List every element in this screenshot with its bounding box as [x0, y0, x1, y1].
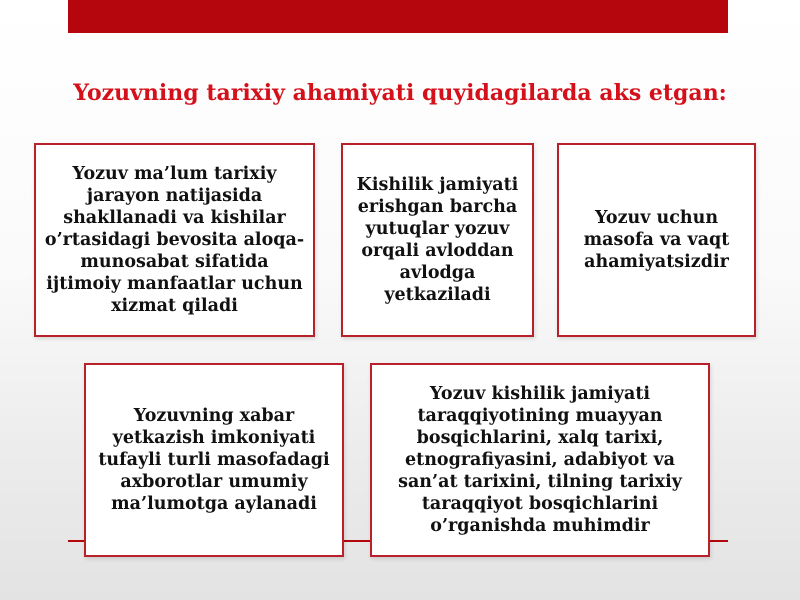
content-box-5-text: Yozuv kishilik jamiyati taraqqiyotining muayyan bosqichlarini, xalq tarixi, etnografiyasini, adabiyot va san’at tarixini, tilning tarixiy taraqqiyot bosqichlarini o’rganishda muhimdir [398, 384, 682, 536]
content-box-2 [341, 143, 534, 337]
content-box-3-text: Yozuv uchun masofa va vaqt ahamiyatsizdir [583, 208, 730, 272]
content-box-1-text: Yozuv ma’lum tarixiy jarayon natijasida shakllanadi va kishilar o’rtasidagi bevosita aloqa-munosabat sifatida ijtimoiy manfaatlar uchun xizmat qiladi [44, 164, 305, 316]
content-box-4 [84, 363, 344, 557]
content-box-4-text: Yozuvning xabar yetkazish imkoniyati tufayli turli masofadagi axborotlar umumiy ma’lumotga aylanadi [98, 406, 330, 514]
decorative-line-left [68, 540, 84, 542]
content-box-3 [557, 143, 756, 337]
content-box-2-text: Kishilik jamiyati erishgan barcha yutuqlar yozuv orqali avloddan avlodga yetkaziladi [356, 175, 519, 305]
decorative-line-right [710, 540, 728, 542]
slide-title: Yozuvning tarixiy ahamiyati quyidagilarda aks etgan: [73, 80, 727, 106]
content-box-1 [34, 143, 315, 337]
top-accent-bar [68, 0, 728, 33]
decorative-line-middle [344, 540, 370, 542]
content-box-5 [370, 363, 710, 557]
